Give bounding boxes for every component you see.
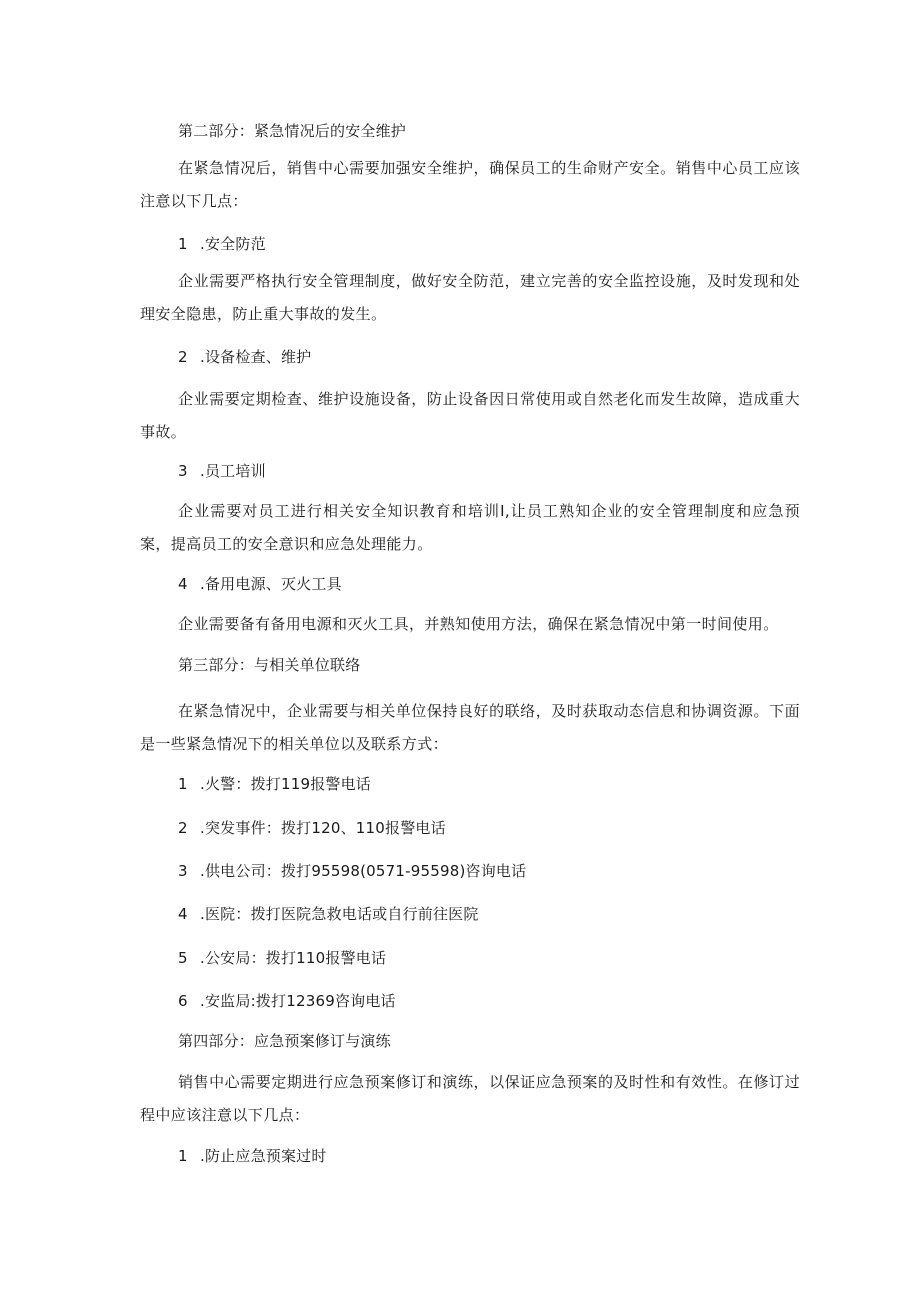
item-4-body: 企业需要备有备用电源和灭火工具，并熟知使用方法，确保在紧急情况中第一时间使用。 (178, 615, 779, 633)
contact-6 (178, 991, 396, 1011)
item-4-title (178, 574, 342, 594)
part3-heading: 第三部分：与相关单位联络 (178, 656, 361, 674)
item-1-title (178, 234, 266, 254)
item-number: 2 (178, 348, 188, 366)
item-title: .备用电源、灭火工具 (200, 575, 342, 593)
contact-5 (178, 948, 386, 968)
contact-number: 3 (178, 862, 188, 880)
part2-intro: 在紧急情况后，销售中心需要加强安全维护，确保员工的生命财产安全。销售中心员工应该注意以下几点： (140, 159, 800, 210)
contact-2 (178, 818, 446, 838)
contact-number: 4 (178, 905, 188, 923)
contact-text: .火警：拨打119报警电话 (200, 775, 371, 793)
contact-1 (178, 774, 371, 794)
contact-number: 1 (178, 775, 188, 793)
contact-text: .医院：拨打医院急救电话或自行前往医院 (200, 905, 479, 923)
contact-text: .突发事件：拨打120、110报警电话 (200, 819, 446, 837)
item-number: 1 (178, 1147, 188, 1165)
item-number: 1 (178, 235, 188, 253)
item-1-body: 企业需要严格执行安全管理制度，做好安全防范，建立完善的安全监控设施，及时发现和处理安全隐患，防止重大事故的发生。 (140, 272, 800, 323)
part4-heading: 第四部分：应急预案修订与演练 (178, 1032, 391, 1050)
item-title: .员工培训 (200, 462, 266, 480)
contact-text: .公安局：拨打110报警电话 (200, 949, 387, 967)
contact-text: .供电公司：拨打95598(0571-95598)咨询电话 (200, 862, 527, 880)
item-title: .安全防范 (200, 235, 266, 253)
item-2-body: 企业需要定期检查、维护设施设备，防止设备因日常使用或自然老化而发生故障，造成重大事故。 (140, 390, 800, 441)
item-3-title (178, 461, 266, 481)
item-number: 3 (178, 462, 188, 480)
contact-4 (178, 904, 479, 924)
item-2-title (178, 347, 311, 367)
part2-heading: 第二部分：紧急情况后的安全维护 (178, 122, 407, 140)
item-text: .防止应急预案过时 (200, 1147, 327, 1165)
item-number: 4 (178, 575, 188, 593)
contact-number: 5 (178, 949, 188, 967)
contact-number: 6 (178, 992, 188, 1010)
part4-intro: 销售中心需要定期进行应急预案修订和演练，以保证应急预案的及时性和有效性。在修订过程中应该注意以下几点： (140, 1073, 800, 1124)
part4-item-1 (178, 1146, 327, 1166)
part3-intro: 在紧急情况中，企业需要与相关单位保持良好的联络，及时获取动态信息和协调资源。下面是一些紧急情况下的相关单位以及联系方式： (140, 702, 800, 753)
item-title: .设备检查、维护 (200, 348, 312, 366)
item-3-body: 企业需要对员工进行相关安全知识教育和培训I,让员工熟知企业的安全管理制度和应急预案，提高员工的安全意识和应急处理能力。 (140, 502, 800, 553)
contact-3 (178, 861, 526, 881)
contact-number: 2 (178, 819, 188, 837)
contact-text: .安监局:拨打12369咨询电话 (200, 992, 396, 1010)
